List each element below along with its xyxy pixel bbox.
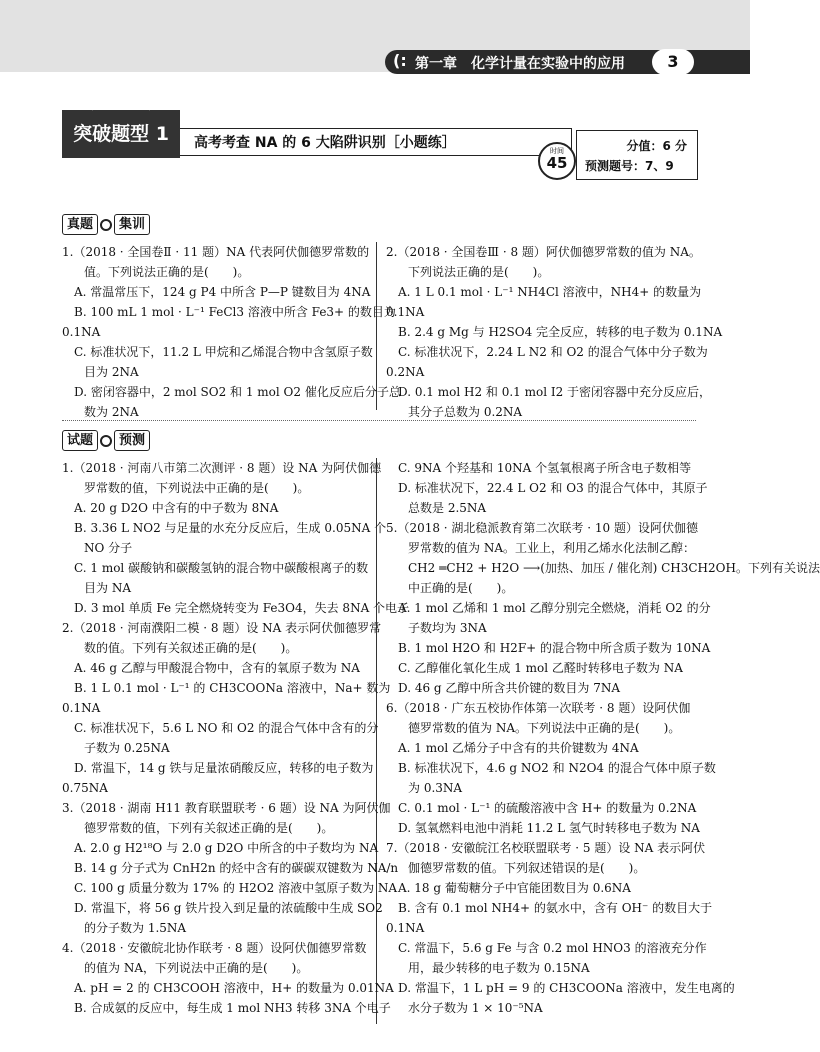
chapter-bracket-icon: (: — [393, 51, 407, 70]
question-line: D. 常温下，1 L pH = 9 的 CH3COONa 溶液中，发生电离的 — [398, 981, 735, 995]
question-line: 3.（2018 · 湖南 H11 教育联盟联考 · 6 题）设 NA 为阿伏伽 — [62, 801, 391, 815]
question-line: D. 46 g 乙醇中所含共价键的数目为 7NA — [398, 681, 621, 695]
chapter-bar — [385, 50, 750, 74]
question-line: D. 常温下，将 56 g 铁片投入到足量的浓硫酸中生成 SO2 — [74, 901, 383, 915]
question-line: A. 2.0 g H2¹⁸O 与 2.0 g D2O 中所含的中子数均为 NA — [74, 841, 379, 855]
score-box — [576, 130, 698, 180]
question-line: 总数是 2.5NA — [408, 501, 487, 515]
question-line: 6.（2018 · 广东五校协作体第一次联考 · 8 题）设阿伏伽 — [386, 701, 691, 715]
question-line: NO 分子 — [84, 541, 133, 555]
question-line: 值。下列说法正确的是( )。 — [84, 265, 250, 279]
question-line: 0.1NA — [386, 305, 425, 319]
question-line: A. 46 g 乙醇与甲酸混合物中，含有的氧原子数为 NA — [74, 661, 360, 675]
question-line: C. 标准状况下，11.2 L 甲烷和乙烯混合物中含氢原子数 — [74, 345, 373, 359]
question-line: 数为 2NA — [84, 405, 139, 419]
question-line: 1.（2018 · 全国卷Ⅱ · 11 题）NA 代表阿伏伽德罗常数的 — [62, 245, 370, 259]
question-line: 0.75NA — [62, 781, 108, 795]
question-line: B. 3.36 L NO2 与足量的水充分反应后，生成 0.05NA 个 — [74, 521, 387, 535]
arc-decoration — [92, 104, 150, 118]
topic-title: 高考考查 NA 的 6 大陷阱识别［小题练］ — [180, 128, 572, 156]
question-line: C. 1 mol 碳酸钠和碳酸氢钠的混合物中碳酸根离子的数 — [74, 561, 369, 575]
test-right-column — [386, 458, 820, 1018]
real-right-column — [386, 242, 723, 422]
question-line: D. 3 mol 单质 Fe 完全燃烧转变为 Fe3O4，失去 8NA 个电子 — [74, 601, 410, 615]
question-line: B. 2.4 g Mg 与 H2SO4 完全反应，转移的电子数为 0.1NA — [398, 325, 723, 339]
section-test-header — [62, 430, 150, 452]
question-line: 0.1NA — [386, 921, 425, 935]
question-line: 0.2NA — [386, 365, 425, 379]
question-line: D. 氢氧燃料电池中消耗 11.2 L 氢气时转移电子数为 NA — [398, 821, 700, 835]
question-line: D. 常温下，14 g 铁与足量浓硝酸反应，转移的电子数为 — [74, 761, 374, 775]
question-line: 7.（2018 · 安徽皖江名校联盟联考 · 5 题）设 NA 表示阿伏 — [386, 841, 706, 855]
question-line: B. 标准状况下，4.6 g NO2 和 N2O4 的混合气体中原子数 — [398, 761, 716, 775]
section-test-k2: 预测 — [114, 430, 150, 451]
predict-numbers: 预测题号：7、9 — [585, 159, 674, 173]
question-line: B. 含有 0.1 mol NH4+ 的氨水中，含有 OH⁻ 的数目大于 — [398, 901, 713, 915]
key-icon — [100, 219, 112, 231]
clock-minutes: 45 — [546, 154, 568, 172]
section-real-header — [62, 214, 150, 236]
question-line: 子数均为 3NA — [408, 621, 487, 635]
question-line: 的分子数为 1.5NA — [84, 921, 187, 935]
question-line: 伽德罗常数的值。下列叙述错误的是( )。 — [408, 861, 646, 875]
question-line: A. 1 mol 乙烯分子中含有的共价键数为 4NA — [398, 741, 639, 755]
question-line: 水分子数为 1 × 10⁻⁵NA — [408, 1001, 543, 1015]
question-line: D. 密闭容器中，2 mol SO2 和 1 mol O2 催化反应后分子总 — [74, 385, 401, 399]
question-line: 其分子总数为 0.2NA — [408, 405, 523, 419]
question-line: C. 100 g 质量分数为 17% 的 H2O2 溶液中氢原子数为 NA — [74, 881, 398, 895]
question-line: 4.（2018 · 安徽皖北协作联考 · 8 题）设阿伏伽德罗常数 — [62, 941, 367, 955]
question-line: 德罗常数的值，下列有关叙述正确的是( )。 — [84, 821, 334, 835]
question-line: 0.1NA — [62, 701, 101, 715]
question-line: 为 0.3NA — [408, 781, 463, 795]
question-line: 2.（2018 · 河南濮阳二模 · 8 题）设 NA 表示阿伏伽德罗常 — [62, 621, 382, 635]
question-line: 子数为 0.25NA — [84, 741, 170, 755]
clock-icon — [538, 142, 576, 180]
question-line: A. 1 L 0.1 mol · L⁻¹ NH4Cl 溶液中，NH4+ 的数量为 — [398, 285, 702, 299]
score-value: 分值：6 分 — [626, 139, 687, 153]
question-line: B. 1 mol H2O 和 H2F+ 的混合物中所含质子数为 10NA — [398, 641, 711, 655]
question-line: D. 0.1 mol H2 和 0.1 mol I2 于密闭容器中充分反应后， — [398, 385, 712, 399]
question-line: C. 乙醇催化氧化生成 1 mol 乙醛时转移电子数为 NA — [398, 661, 683, 675]
question-line: 罗常数的值为 NA。工业上，利用乙烯水化法制乙醇： — [408, 541, 695, 555]
column-divider-bottom — [376, 458, 377, 1024]
question-line: D. 标准状况下，22.4 L O2 和 O3 的混合气体中，其原子 — [398, 481, 708, 495]
test-left-column — [62, 458, 410, 1018]
section-test-k1: 试题 — [62, 430, 98, 451]
question-line: B. 合成氨的反应中，每生成 1 mol NH3 转移 3NA 个电子 — [74, 1001, 391, 1015]
section-real-k1: 真题 — [62, 214, 98, 235]
key-icon — [100, 435, 112, 447]
question-line: C. 0.1 mol · L⁻¹ 的硫酸溶液中含 H+ 的数量为 0.2NA — [398, 801, 697, 815]
question-line: A. 20 g D2O 中含有的中子数为 8NA — [74, 501, 279, 515]
question-line: 2.（2018 · 全国卷Ⅲ · 8 题）阿伏伽德罗常数的值为 NA。 — [386, 245, 701, 259]
question-line: CH2 ═CH2 + H2O ⟶(加热、加压 / 催化剂) CH3CH2OH。下列有关说法 — [408, 561, 820, 575]
type-label: 突破题型 1 — [62, 110, 180, 158]
question-line: C. 常温下，5.6 g Fe 与含 0.2 mol HNO3 的溶液充分作 — [398, 941, 707, 955]
question-line: 德罗常数的值为 NA。下列说法中正确的是( )。 — [408, 721, 681, 735]
clock-label: 时间 — [550, 147, 564, 155]
question-line: 目为 2NA — [84, 365, 139, 379]
question-line: C. 标准状况下，5.6 L NO 和 O2 的混合气体中含有的分 — [74, 721, 379, 735]
question-line: 0.1NA — [62, 325, 101, 339]
question-line: 的值为 NA，下列说法中正确的是( )。 — [84, 961, 309, 975]
section-real-k2: 集训 — [114, 214, 150, 235]
question-line: A. pH = 2 的 CH3COOH 溶液中，H+ 的数量为 0.01NA — [74, 981, 394, 995]
question-line: A. 1 mol 乙烯和 1 mol 乙醇分别完全燃烧，消耗 O2 的分 — [398, 601, 711, 615]
question-line: 数的值。下列有关叙述正确的是( )。 — [84, 641, 298, 655]
question-line: C. 9NA 个羟基和 10NA 个氢氧根离子所含电子数相等 — [398, 461, 692, 475]
section-divider — [62, 420, 696, 421]
page-number: 3 — [652, 49, 694, 75]
question-line: A. 18 g 葡萄糖分子中官能团数目为 0.6NA — [398, 881, 631, 895]
question-line: 5.（2018 · 湖北稳派教育第二次联考 · 10 题）设阿伏伽德 — [386, 521, 698, 535]
question-line: 中正确的是( )。 — [408, 581, 514, 595]
question-line: C. 标准状况下，2.24 L N2 和 O2 的混合气体中分子数为 — [398, 345, 708, 359]
real-left-column — [62, 242, 401, 422]
question-line: 罗常数的值，下列说法中正确的是( )。 — [84, 481, 310, 495]
question-line: 目为 NA — [84, 581, 131, 595]
question-line: 下列说法正确的是( )。 — [408, 265, 550, 279]
question-line: 1.（2018 · 河南八市第二次测评 · 8 题）设 NA 为阿伏伽德 — [62, 461, 382, 475]
question-line: B. 14 g 分子式为 CnH2n 的烃中含有的碳碳双键数为 NA/n — [74, 861, 399, 875]
question-line: B. 100 mL 1 mol · L⁻¹ FeCl3 溶液中所含 Fe3+ 的数目为 — [74, 305, 396, 319]
question-line: B. 1 L 0.1 mol · L⁻¹ 的 CH3COONa 溶液中，Na+ 数为 — [74, 681, 391, 695]
question-line: A. 常温常压下，124 g P4 中所含 P—P 键数目为 4NA — [74, 285, 371, 299]
question-line: 用，最少转移的电子数为 0.15NA — [408, 961, 590, 975]
chapter-title: 第一章 化学计量在实验中的应用 — [415, 56, 625, 72]
